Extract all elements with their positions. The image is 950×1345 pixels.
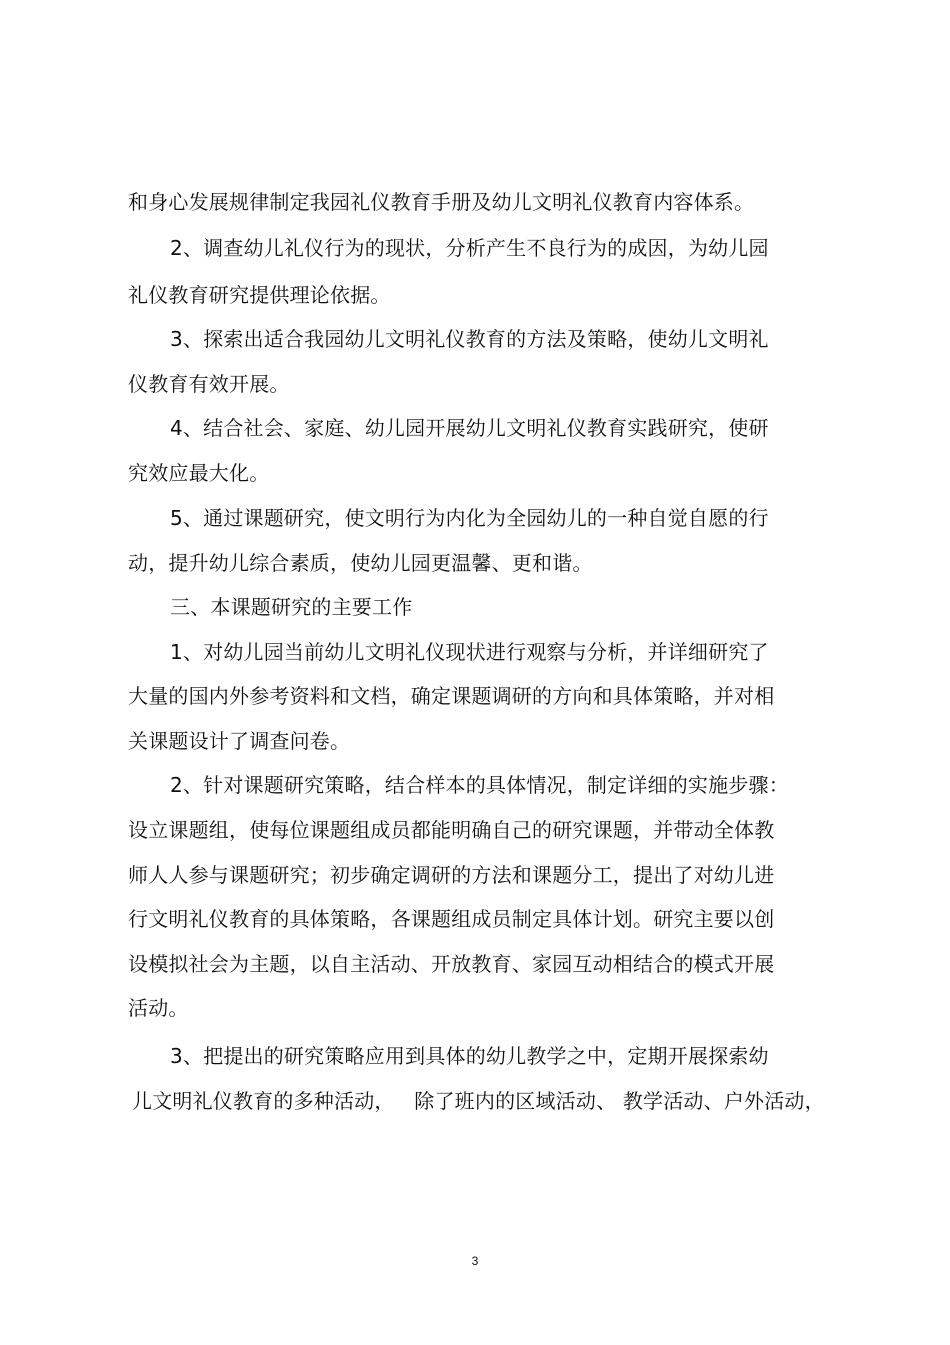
text-line-12: 大量的国内外参考资料和文档，确定课题调研的方向和具体策略，并对相 — [128, 684, 775, 708]
text-line-8: 5、通过课题研究，使文明行为内化为全园幼儿的一种自觉自愿的行 — [170, 506, 769, 530]
text-line-20: 3、把提出的研究策略应用到具体的幼儿教学之中，定期开展探索幼 — [170, 1044, 769, 1068]
text-line-1: 和身心发展规律制定我园礼仪教育手册及幼儿文明礼仪教育内容体系。 — [128, 190, 755, 214]
text-line-7: 究效应最大化。 — [128, 461, 270, 485]
text-line-21: 儿文明礼仪教育的多种活动， 除了班内的区域活动、 教学活动、户外活动， — [132, 1089, 825, 1113]
text-line-5: 仪教育有效开展。 — [128, 372, 290, 396]
text-line-17: 行文明礼仪教育的具体策略，各课题组成员制定具体计划。研究主要以创 — [128, 907, 775, 931]
text-line-16: 师人人参与课题研究；初步确定调研的方法和课题分工，提出了对幼儿进 — [128, 863, 775, 887]
text-line-2: 2、调查幼儿礼仪行为的现状，分析产生不良行为的成因，为幼儿园 — [170, 236, 769, 260]
text-line-11: 1、对幼儿园当前幼儿文明礼仪现状进行观察与分析，并详细研究了 — [170, 640, 769, 664]
text-line-13: 关课题设计了调查问卷。 — [128, 729, 351, 753]
text-line-6: 4、结合社会、家庭、幼儿园开展幼儿文明礼仪教育实践研究，使研 — [170, 416, 769, 440]
text-line-19: 活动。 — [128, 996, 189, 1020]
text-line-3: 礼仪教育研究提供理论依据。 — [128, 283, 391, 307]
text-line-18: 设模拟社会为主题，以自主活动、开放教育、家园互动相结合的模式开展 — [128, 952, 775, 976]
text-line-14: 2、针对课题研究策略，结合样本的具体情况，制定详细的实施步骤： — [170, 773, 789, 797]
text-line-9: 动，提升幼儿综合素质，使幼儿园更温馨、更和谐。 — [128, 551, 593, 575]
text-line-4: 3、探索出适合我园幼儿文明礼仪教育的方法及策略，使幼儿文明礼 — [170, 327, 769, 351]
page-number: 3 — [471, 1254, 479, 1268]
section-heading: 三、本课题研究的主要工作 — [170, 595, 413, 619]
text-line-15: 设立课题组，使每位课题组成员都能明确自己的研究课题，并带动全体教 — [128, 818, 775, 842]
